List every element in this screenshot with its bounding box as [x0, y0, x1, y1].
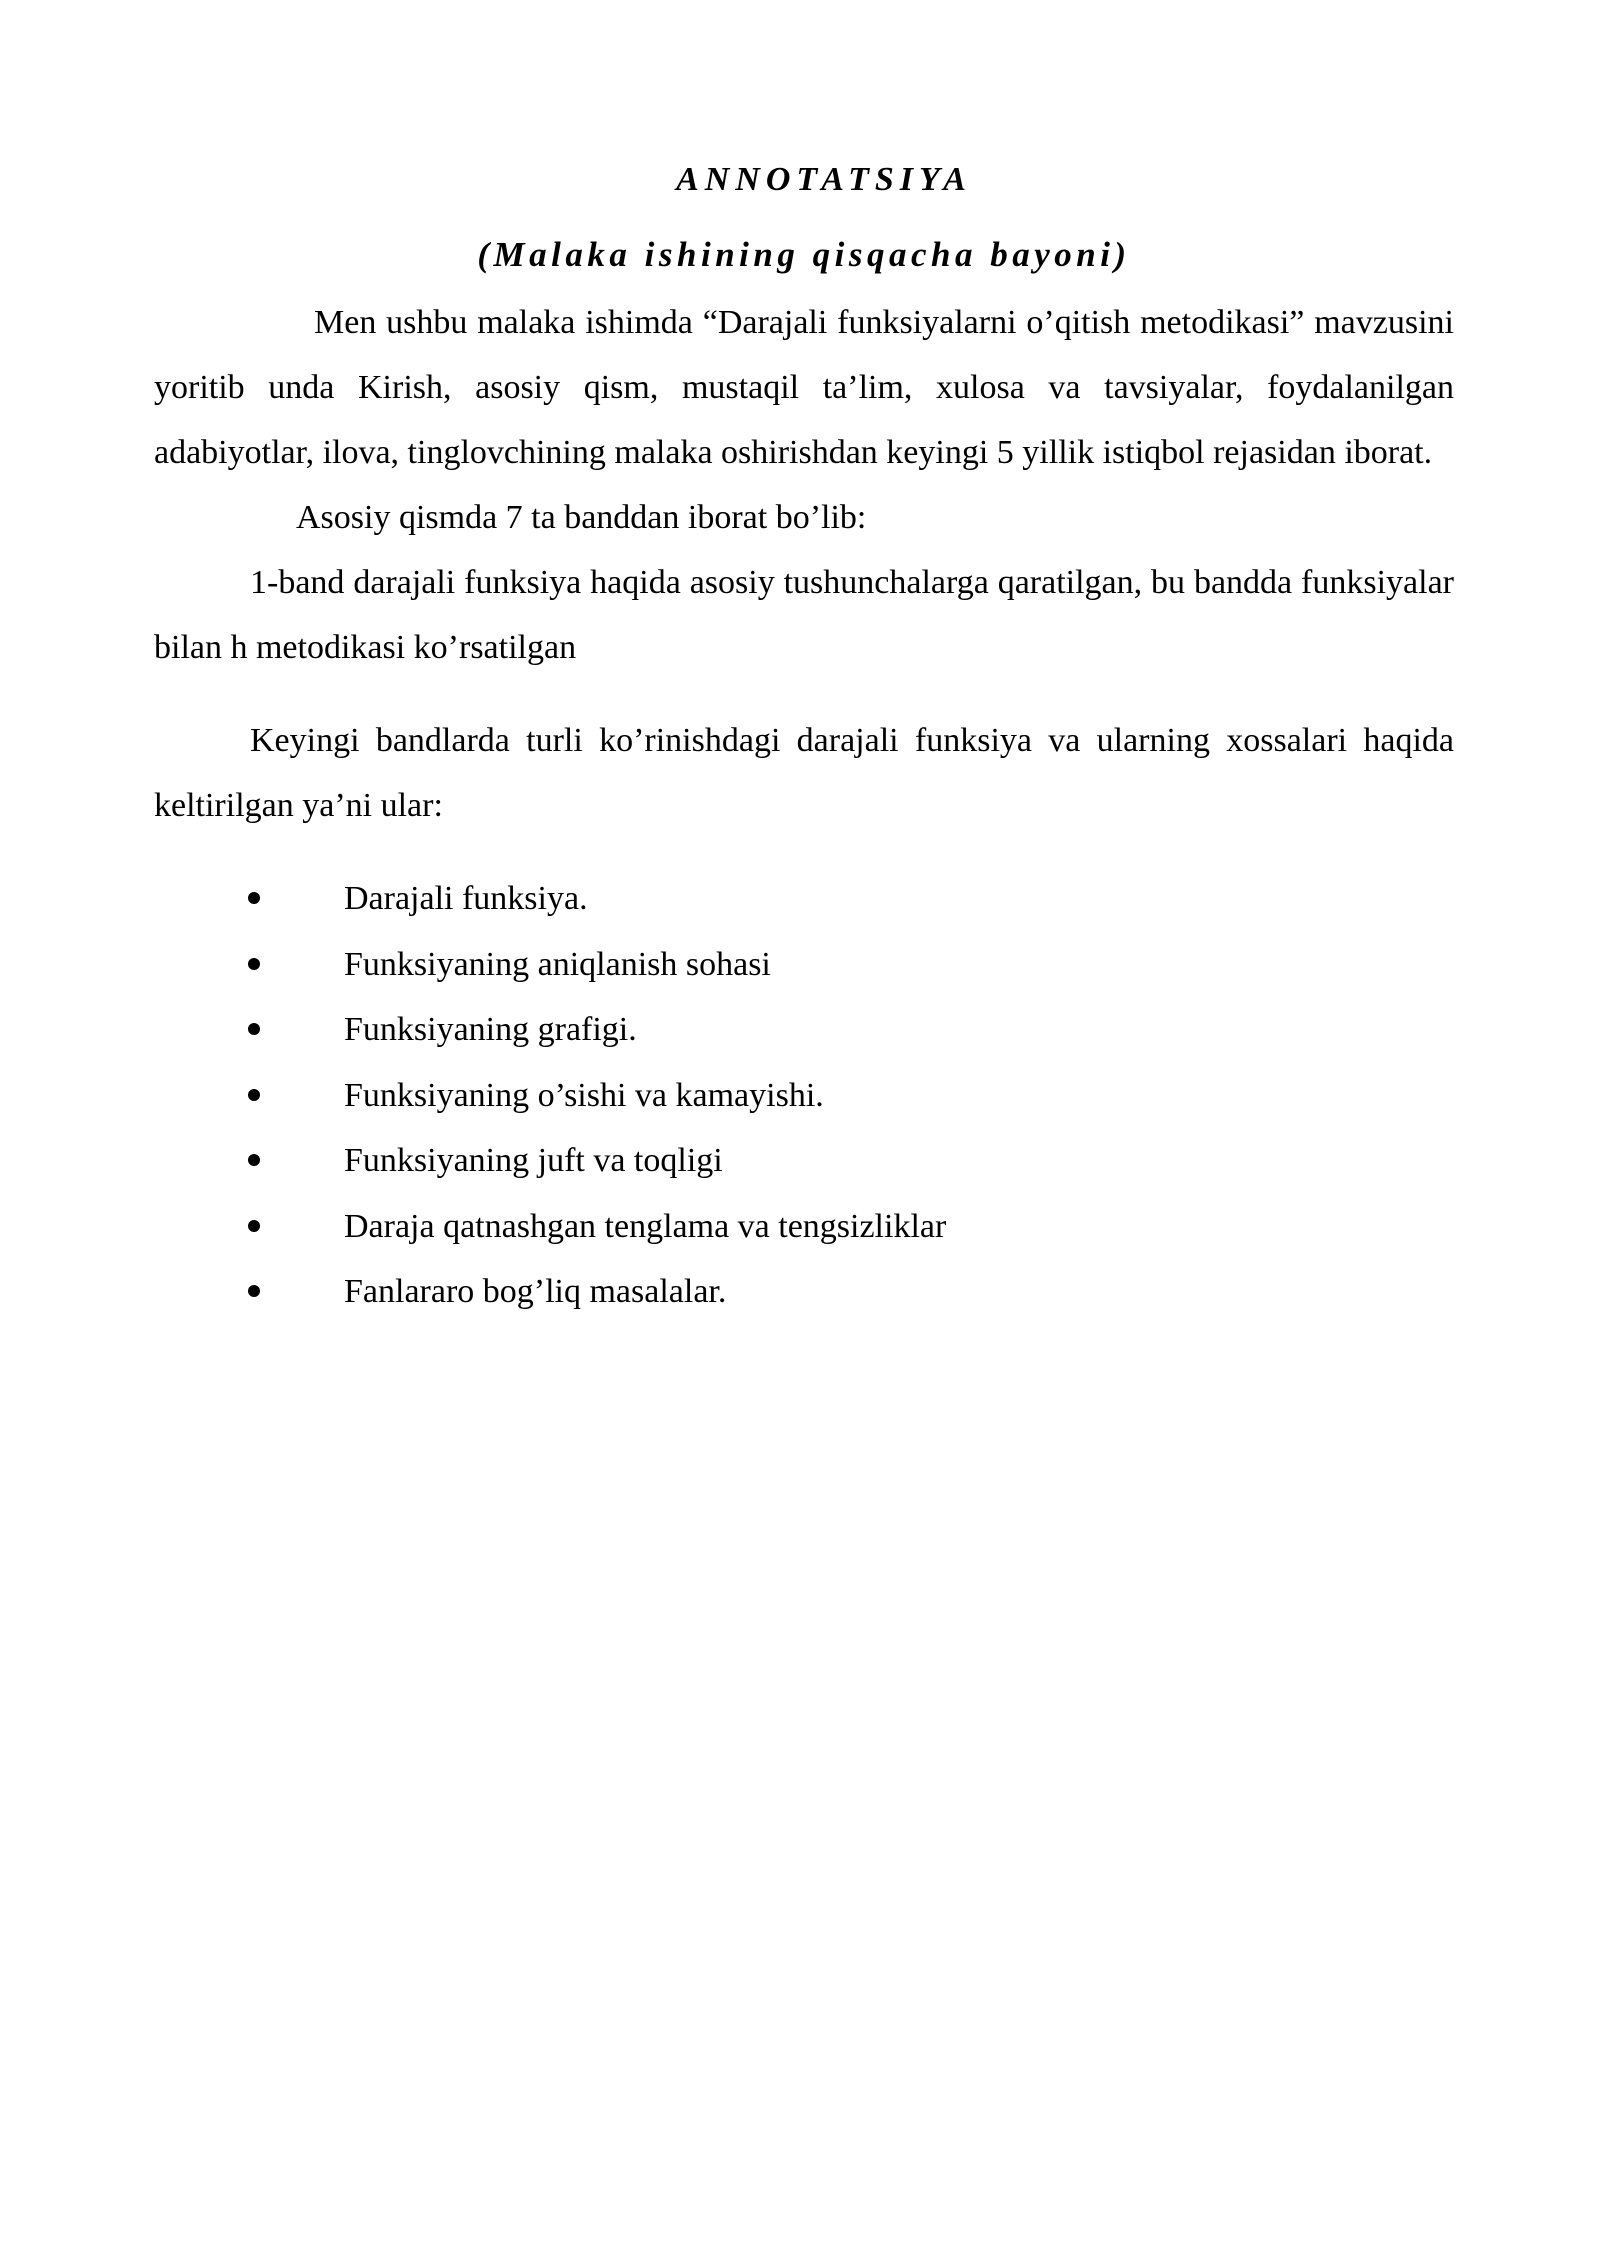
document-content [154, 150, 1454, 1325]
bullet-icon [248, 1089, 260, 1101]
list-item-text: Funksiyaning grafigi. [344, 1011, 637, 1048]
next-bands-paragraph: Keyingi bandlarda turli ko’rinishdagi darajali funksiya va ularning xossalari haqida keltirilgan ya’ni ular: [154, 722, 1454, 824]
list-item [154, 997, 1454, 1063]
bullet-icon [248, 1154, 260, 1166]
bullet-icon [248, 958, 260, 970]
list-item-text: Daraja qatnashgan tenglama va tengsizliklar [344, 1207, 947, 1245]
list-item [154, 1128, 1454, 1194]
main-part-paragraph: Asosiy qismda 7 ta banddan iborat bo’lib: [296, 499, 867, 536]
list-item-text: Fanlararo bog’liq masalalar. [344, 1273, 727, 1310]
bullet-icon [248, 1023, 260, 1035]
list-item [154, 866, 1454, 932]
list-item-text: Funksiyaning juft va toqligi [344, 1142, 723, 1179]
list-item-text: Funksiyaning o’sishi va kamayishi. [344, 1076, 824, 1114]
intro-paragraph: Men ushbu malaka ishimda “Darajali funksiyalarni o’qitish metodikasi” mavzusini yoritib unda Kirish, asosiy qism, mustaqil ta’lim, xulosa va tavsiyalar, foydalanilgan adabiyotlar, ilova, tinglovchining malaka oshirishdan keyingi 5 yillik istiqbol rejasidan iborat. [154, 304, 1454, 471]
topics-list [154, 866, 1454, 1325]
list-item [154, 1194, 1454, 1260]
list-item-text: Darajali funksiya. [344, 880, 588, 917]
list-item-text: Funksiyaning aniqlanish sohasi [344, 945, 771, 983]
bullet-icon [248, 892, 260, 904]
bullet-icon [248, 1285, 260, 1297]
document-title: ANNOTATSIYA [676, 161, 972, 198]
list-item [154, 932, 1454, 998]
document-subtitle: (Malaka ishining qisqacha bayoni) [477, 235, 1131, 274]
band-one-paragraph: 1-band darajali funksiya haqida asosiy tushunchalarga qaratilgan, bu bandda funksiyalar bilan h metodikasi ko’rsatilgan [154, 564, 1454, 666]
list-item [154, 1063, 1454, 1129]
bullet-icon [248, 1220, 260, 1232]
list-item [154, 1259, 1454, 1325]
